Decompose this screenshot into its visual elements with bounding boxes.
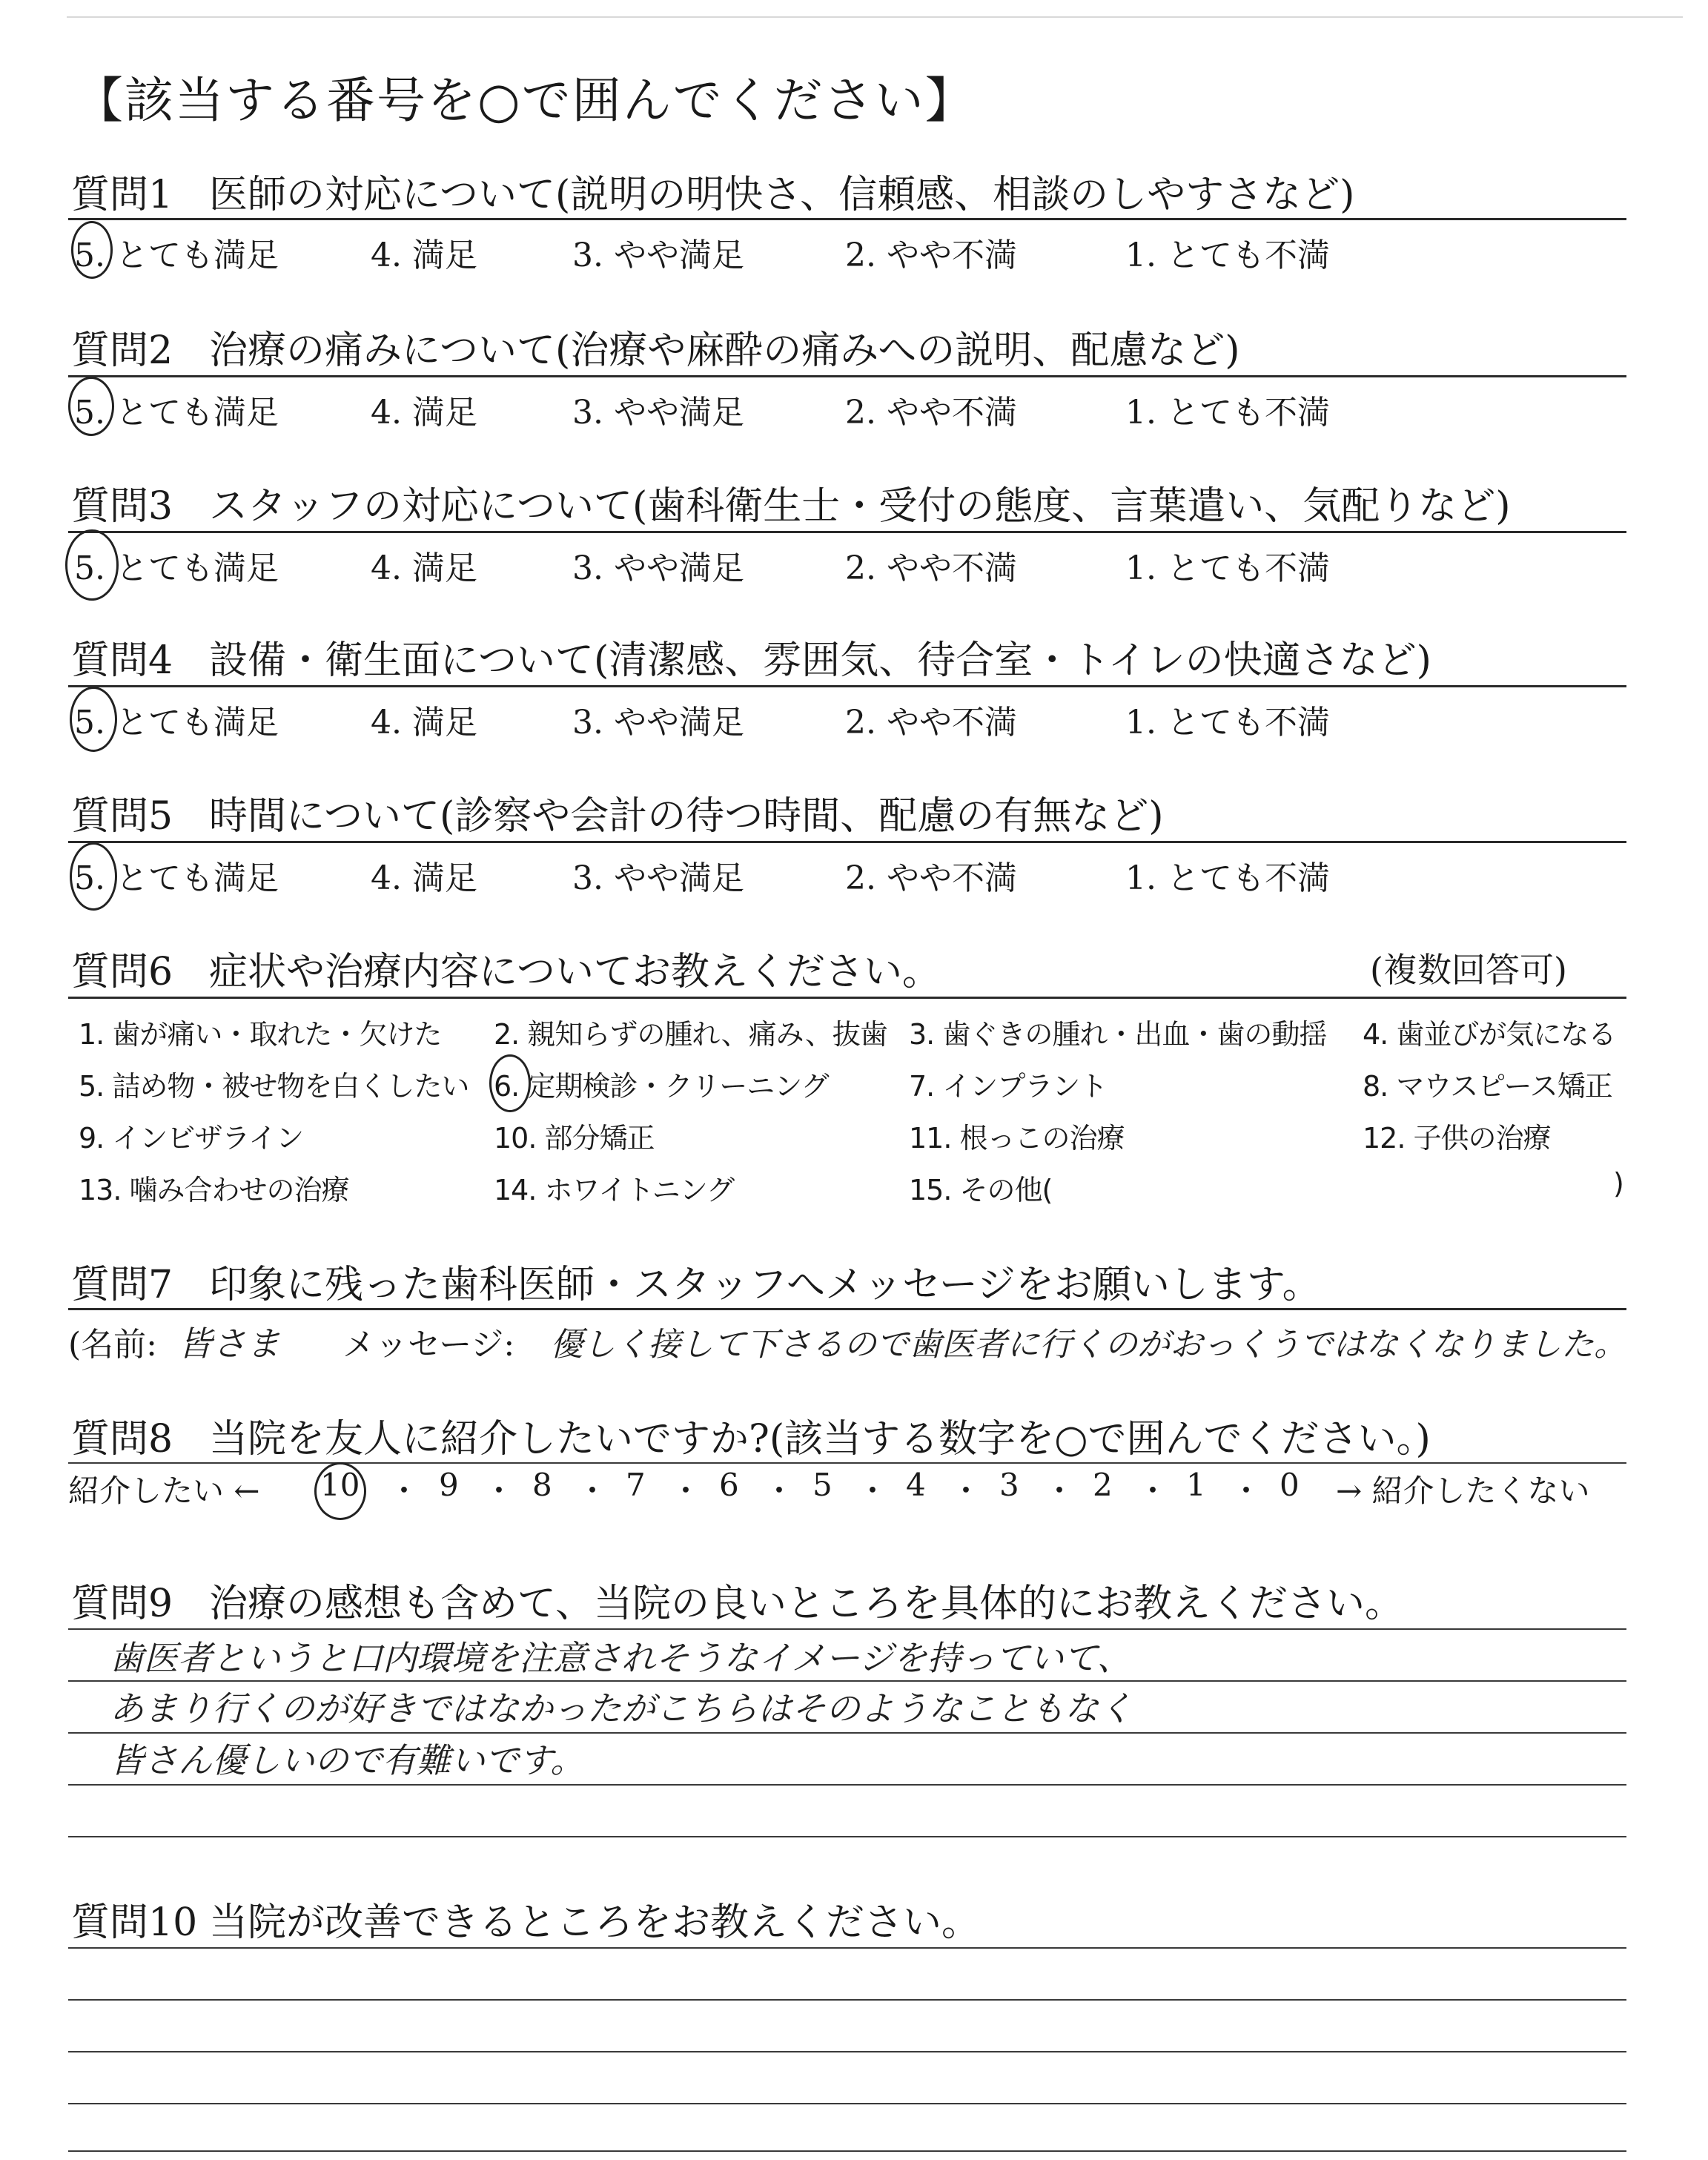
q9-rule-5 (68, 1836, 1626, 1837)
q2-selected-circle (68, 377, 114, 436)
q5-option-4[interactable]: 4. 満足 (371, 859, 477, 897)
q8-sep: ・ (857, 1473, 889, 1509)
q3-option-1[interactable]: 1. とても不満 (1125, 549, 1330, 587)
q2-options (74, 386, 1631, 432)
q7-message-label: メッセージ: (342, 1326, 515, 1364)
q6-option-6[interactable]: 6. 定期検診・クリーニング (494, 1070, 829, 1103)
q2-title (71, 319, 1240, 374)
q10-number: 質問10 (71, 1900, 198, 1945)
q1-rule (68, 218, 1626, 220)
q8-sep: ・ (388, 1473, 420, 1509)
q7-text: 印象に残った歯科医師・スタッフへメッセージをお願いします。 (209, 1263, 1321, 1307)
q5-option-2[interactable]: 2. やや不満 (845, 859, 1017, 897)
q1-title (71, 163, 1354, 219)
q5-number: 質問5 (71, 794, 173, 839)
q6-rule (68, 997, 1626, 999)
q8-number: 質問8 (71, 1417, 173, 1462)
q3-option-3[interactable]: 3. やや満足 (572, 549, 744, 587)
q8-right-label: → 紹介したくない (1336, 1473, 1590, 1509)
q3-options (74, 541, 1631, 587)
q6-option-8[interactable]: 8. マウスピース矯正 (1363, 1070, 1612, 1103)
q5-text: 時間について(診察や会計の待つ時間、配慮の有無など) (209, 794, 1164, 839)
q4-option-5[interactable]: 5. とても満足 (74, 704, 279, 742)
q8-title (71, 1407, 1431, 1463)
q1-number: 質問1 (71, 173, 173, 217)
q2-rule (68, 375, 1626, 377)
q10-rule-5 (68, 2150, 1626, 2152)
q3-rule (68, 531, 1626, 533)
q6-other-close-paren: ) (1613, 1167, 1623, 1200)
q6-option-4[interactable]: 4. 歯並びが気になる (1363, 1018, 1616, 1051)
q8-sep: ・ (950, 1473, 982, 1509)
q5-option-1[interactable]: 1. とても不満 (1125, 859, 1330, 897)
q8-sep: ・ (1137, 1473, 1169, 1509)
q2-option-2[interactable]: 2. やや不満 (845, 394, 1017, 432)
q8-scale-6[interactable]: 6 (719, 1467, 739, 1503)
q1-selected-circle (71, 221, 113, 279)
q10-rule-1 (68, 1947, 1626, 1949)
q8-scale-2[interactable]: 2 (1093, 1467, 1113, 1503)
q1-options (74, 228, 1631, 274)
q8-left-label: 紹介したい ← (68, 1473, 260, 1509)
q8-scale-0[interactable]: 0 (1280, 1467, 1300, 1503)
q4-number: 質問4 (71, 638, 173, 683)
q1-option-2[interactable]: 2. やや不満 (845, 237, 1017, 274)
top-border (67, 16, 1683, 18)
q1-option-1[interactable]: 1. とても不満 (1125, 237, 1330, 274)
q1-option-3[interactable]: 3. やや満足 (572, 237, 744, 274)
q5-rule (68, 841, 1626, 843)
q8-sep: ・ (670, 1473, 702, 1509)
q9-answer-line-2[interactable]: あまり行くのが好きではなかったがこちらはそのようなこともなく (110, 1688, 1133, 1728)
q1-option-5[interactable]: 5. とても満足 (74, 237, 279, 274)
q4-title (71, 629, 1431, 684)
q9-title (71, 1572, 1403, 1628)
q3-selected-circle (65, 529, 119, 601)
q6-option-9[interactable]: 9. インビザライン (79, 1122, 304, 1155)
q6-option-3[interactable]: 3. 歯ぐきの腫れ・出血・歯の動揺 (909, 1018, 1327, 1051)
q8-rule (68, 1462, 1626, 1464)
q6-number: 質問6 (71, 950, 173, 994)
q7-rule (68, 1308, 1626, 1310)
q8-scale-3[interactable]: 3 (999, 1467, 1019, 1503)
q8-scale-4[interactable]: 4 (906, 1467, 926, 1503)
q4-options (74, 696, 1631, 742)
q4-rule (68, 685, 1626, 687)
q8-scale-1[interactable]: 1 (1186, 1467, 1206, 1503)
q8-selected-circle (314, 1462, 366, 1520)
q6-option-13[interactable]: 13. 噛み合わせの治療 (79, 1174, 349, 1206)
q8-scale-10[interactable]: 10 (320, 1467, 360, 1503)
q1-text: 医師の対応について(説明の明快さ、信頼感、相談のしやすさなど) (209, 173, 1355, 217)
q6-text: 症状や治療内容についてお教えください。 (209, 950, 941, 994)
q6-option-14[interactable]: 14. ホワイトニング (494, 1174, 735, 1206)
q9-text: 治療の感想も含めて、当院の良いところを具体的にお教えください。 (209, 1582, 1403, 1626)
q7-title (71, 1253, 1321, 1309)
q10-title (71, 1891, 980, 1946)
q8-text: 当院を友人に紹介したいですか?(該当する数字を○で囲んでください。) (209, 1417, 1431, 1462)
q2-option-3[interactable]: 3. やや満足 (572, 394, 744, 432)
q2-option-4[interactable]: 4. 満足 (371, 394, 477, 432)
q5-title (71, 785, 1164, 840)
q6-option-10[interactable]: 10. 部分矯正 (494, 1122, 655, 1155)
q5-option-3[interactable]: 3. やや満足 (572, 859, 744, 897)
q10-text: 当院が改善できるところをお教えください。 (209, 1900, 981, 1945)
q8-scale-8[interactable]: 8 (532, 1467, 552, 1503)
q4-option-3[interactable]: 3. やや満足 (572, 704, 744, 742)
q2-text: 治療の痛みについて(治療や麻酔の痛みへの説明、配慮など) (209, 328, 1240, 373)
q2-number: 質問2 (71, 328, 173, 373)
q8-sep: ・ (764, 1473, 795, 1509)
q4-option-1[interactable]: 1. とても不満 (1125, 704, 1330, 742)
q5-options (74, 851, 1631, 897)
q7-number: 質問7 (71, 1263, 173, 1307)
q4-option-4[interactable]: 4. 満足 (371, 704, 477, 742)
q6-selected-circle (489, 1054, 531, 1112)
q8-scale-7[interactable]: 7 (626, 1467, 646, 1503)
q3-number: 質問3 (71, 484, 173, 529)
q8-sep: ・ (483, 1473, 515, 1509)
q3-title (71, 475, 1511, 530)
q6-option-12[interactable]: 12. 子供の治療 (1363, 1122, 1551, 1155)
q10-rule-2 (68, 1999, 1626, 2001)
q6-title (71, 940, 941, 996)
q3-option-5[interactable]: 5. とても満足 (74, 549, 279, 587)
q8-scale (68, 1467, 1632, 1514)
q2-option-1[interactable]: 1. とても不満 (1125, 394, 1330, 432)
q10-rule-3 (68, 2051, 1626, 2052)
q9-answer-line-1[interactable]: 歯医者というと口内環境を注意されそうなイメージを持っていて、 (110, 1638, 1131, 1678)
q3-text: スタッフの対応について(歯科衛生士・受付の態度、言葉遣い、気配りなど) (209, 484, 1511, 529)
q6-option-5[interactable]: 5. 詰め物・被せ物を白くしたい (79, 1070, 469, 1103)
q9-rule-4 (68, 1784, 1626, 1786)
q6-option-11[interactable]: 11. 根っこの治療 (909, 1122, 1125, 1155)
q4-selected-circle (70, 687, 117, 752)
q5-option-5[interactable]: 5. とても満足 (74, 859, 279, 897)
q7-name-label: (名前: (68, 1326, 157, 1364)
q6-multiple-note: (複数回答可) (1370, 950, 1567, 990)
q6-option-1[interactable]: 1. 歯が痛い・取れた・欠けた (79, 1018, 442, 1051)
q9-rule-1 (68, 1628, 1626, 1630)
q3-option-2[interactable]: 2. やや不満 (845, 549, 1017, 587)
q4-option-2[interactable]: 2. やや不満 (845, 704, 1017, 742)
q6-option-15[interactable]: 15. その他( (909, 1174, 1053, 1206)
q4-text: 設備・衛生面について(清潔感、雰囲気、待合室・トイレの快適さなど) (209, 638, 1431, 683)
q10-rule-4 (68, 2103, 1626, 2104)
q8-sep: ・ (577, 1473, 609, 1509)
q8-sep: ・ (1231, 1473, 1262, 1509)
q1-option-4[interactable]: 4. 満足 (371, 237, 477, 274)
q8-sep: ・ (1044, 1473, 1076, 1509)
q7-message-value[interactable]: 優しく接して下さるので歯医者に行くのがおっくうではなくなりました。 (550, 1326, 1627, 1364)
q3-option-4[interactable]: 4. 満足 (371, 549, 477, 587)
q8-scale-9[interactable]: 9 (439, 1467, 459, 1503)
q6-option-7[interactable]: 7. インプラント (909, 1070, 1108, 1103)
q9-answer-line-3[interactable]: 皆さん優しいので有難いです。 (110, 1740, 585, 1780)
q6-option-2[interactable]: 2. 親知らずの腫れ、痛み、抜歯 (494, 1018, 887, 1051)
q9-number: 質問9 (71, 1582, 173, 1626)
q5-selected-circle (70, 842, 117, 911)
page-heading: 【該当する番号を○で囲んでください】 (74, 72, 976, 129)
q2-option-5[interactable]: 5. とても満足 (74, 394, 279, 432)
q8-scale-5[interactable]: 5 (812, 1467, 833, 1503)
q7-name-value[interactable]: 皆さま (178, 1324, 280, 1364)
q7-message-row (68, 1317, 1626, 1366)
